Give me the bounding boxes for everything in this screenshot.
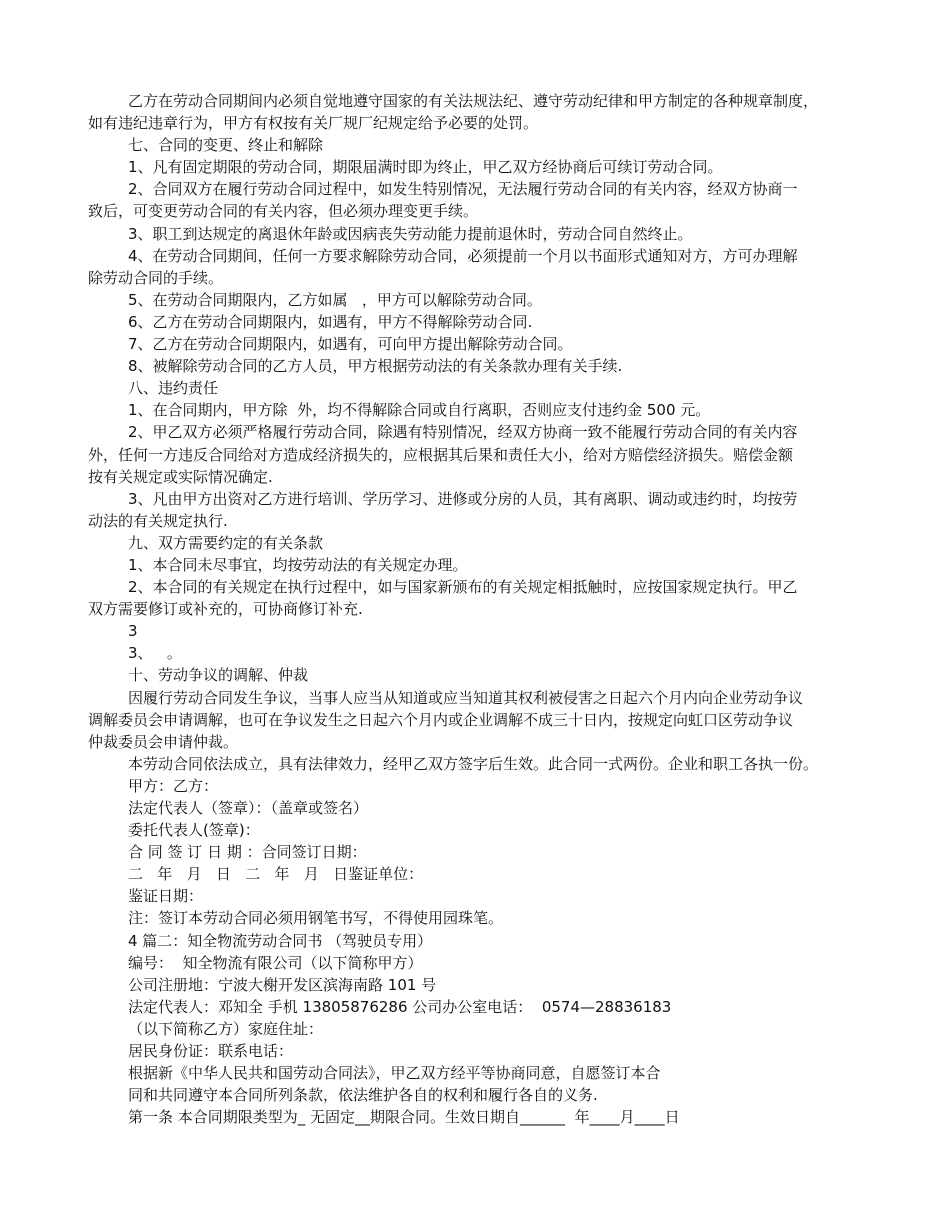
paragraph-line: 根据新《中华人民共和国劳动合同法》，甲乙双方经平等协商同意，自愿签订本合 — [128, 1064, 661, 1083]
paragraph-line: 外，任何一方违反合同给对方造成经济损失的，应根据其后果和责任大小，给对方赔偿经济损失。赔偿金额 — [88, 445, 794, 464]
paragraph-line: 动法的有关规定执行. — [88, 511, 228, 530]
paragraph-line: 如有违纪违章行为，甲方有权按有关厂规厂纪规定给予必要的处罚。 — [88, 114, 539, 133]
paragraph-line: 第一条 本合同期限类型为_ 无固定__期限合同。生效日期自______ 年____月____日 — [128, 1108, 680, 1127]
paragraph-line: 仲裁委员会申请仲裁。 — [88, 732, 239, 751]
paragraph-line: 按有关规定或实际情况确定. — [88, 467, 273, 486]
paragraph-line: 5、在劳动合同期限内，乙方如属 ，甲方可以解除劳动合同。 — [128, 290, 542, 309]
paragraph-line: 鉴证日期： — [128, 887, 204, 906]
paragraph-line: 二 年 月 日 二 年 月 日鉴证单位： — [128, 865, 424, 884]
paragraph-line: 8、被解除劳动合同的乙方人员，甲方根据劳动法的有关条款办理有关手续. — [128, 357, 623, 376]
paragraph-line: 甲方：乙方： — [128, 776, 219, 795]
paragraph-line: 3、凡由甲方出资对乙方进行培训、学历学习、进修或分房的人员，其有离职、调动或违约时，均按劳 — [128, 489, 798, 508]
paragraph-line: 1、凡有固定期限的劳动合同，期限届满时即为终止，甲乙双方经协商后可续订劳动合同。 — [128, 158, 723, 177]
paragraph-line: （以下简称乙方）家庭住址： — [128, 1019, 324, 1038]
paragraph-line: 七、合同的变更、终止和解除 — [128, 136, 324, 155]
paragraph-line: 2、合同双方在履行劳动合同过程中，如发生特别情况，无法履行劳动合同的有关内容，经双方协商一 — [128, 180, 798, 199]
paragraph-line: 7、乙方在劳动合同期限内，如遇有，可向甲方提出解除劳动合同。 — [128, 335, 573, 354]
paragraph-line: 居民身份证：联系电话： — [128, 1042, 294, 1061]
paragraph-line: 因履行劳动合同发生争议，当事人应当从知道或应当知道其权利被侵害之日起六个月内向企业劳动争议 — [128, 688, 804, 707]
paragraph-line: 1、在合同期内，甲方除 外，均不得解除合同或自行离职，否则应支付违约金 500 元。 — [128, 401, 711, 420]
paragraph-line: 法定代表人（签章）：（盖章或签名） — [128, 799, 369, 817]
paragraph-line: 九、双方需要约定的有关条款 — [128, 533, 324, 552]
paragraph-line: 合 同 签 订 日 期 ：合同签订日期： — [128, 843, 367, 862]
paragraph-line: 2、甲乙双方必须严格履行劳动合同，除遇有特别情况，经双方协商一致不能履行劳动合同的有关内容 — [128, 423, 798, 442]
paragraph-line: 3、 。 — [128, 644, 182, 663]
paragraph-line: 调解委员会申请调解，也可在争议发生之日起六个月内或企业调解不成三十日内，按规定向虹口区劳动争议 — [88, 710, 794, 729]
paragraph-line: 八、违约责任 — [128, 379, 219, 398]
paragraph-line: 乙方在劳动合同期间内必须自觉地遵守国家的有关法规法纪、遵守劳动纪律和甲方制定的各种规章制度， — [128, 92, 819, 110]
paragraph-line: 编号： 知全物流有限公司（以下简称甲方） — [128, 953, 423, 972]
paragraph-line: 十、劳动争议的调解、仲裁 — [128, 666, 309, 685]
paragraph-line: 致后，可变更劳动合同的有关内容，但必须办理变更手续。 — [88, 202, 479, 221]
paragraph-line: 3 — [128, 622, 138, 641]
paragraph-line: 4 篇二：知全物流劳动合同书 （驾驶员专用） — [128, 931, 433, 950]
paragraph-line: 委托代表人(签章)： — [128, 821, 260, 840]
paragraph-line: 6、乙方在劳动合同期限内，如遇有，甲方不得解除劳动合同. — [128, 312, 533, 331]
paragraph-line: 本劳动合同依法成立，具有法律效力，经甲乙双方签字后生效。此合同一式两份。企业和职工各执一份。 — [128, 754, 819, 773]
paragraph-line: 1、本合同未尽事宜，均按劳动法的有关规定办理。 — [128, 555, 468, 574]
paragraph-line: 法定代表人：邓知全 手机 13805876286 公司办公室电话： 0574—28836183 — [128, 997, 672, 1016]
paragraph-line: 注：签订本劳动合同必须用钢笔书写，不得使用园珠笔。 — [128, 909, 504, 928]
document-body — [88, 90, 878, 1128]
paragraph-line: 4、在劳动合同期间，任何一方要求解除劳动合同，必须提前一个月以书面形式通知对方，方可办理解 — [128, 246, 798, 265]
paragraph-line: 2、本合同的有关规定在执行过程中，如与国家新颁布的有关规定相抵触时，应按国家规定执行。甲乙 — [128, 578, 798, 597]
paragraph-line: 3、职工到达规定的离退休年龄或因病丧失劳动能力提前退休时，劳动合同自然终止。 — [128, 224, 693, 243]
paragraph-line: 同和共同遵守本合同所列条款，依法维护各自的权利和履行各自的义务. — [128, 1086, 598, 1105]
paragraph-line: 除劳动合同的手续。 — [88, 268, 224, 287]
paragraph-line: 双方需要修订或补充的，可协商修订补充. — [88, 600, 363, 619]
paragraph-line: 公司注册地：宁波大榭开发区滨海南路 101 号 — [128, 975, 437, 994]
